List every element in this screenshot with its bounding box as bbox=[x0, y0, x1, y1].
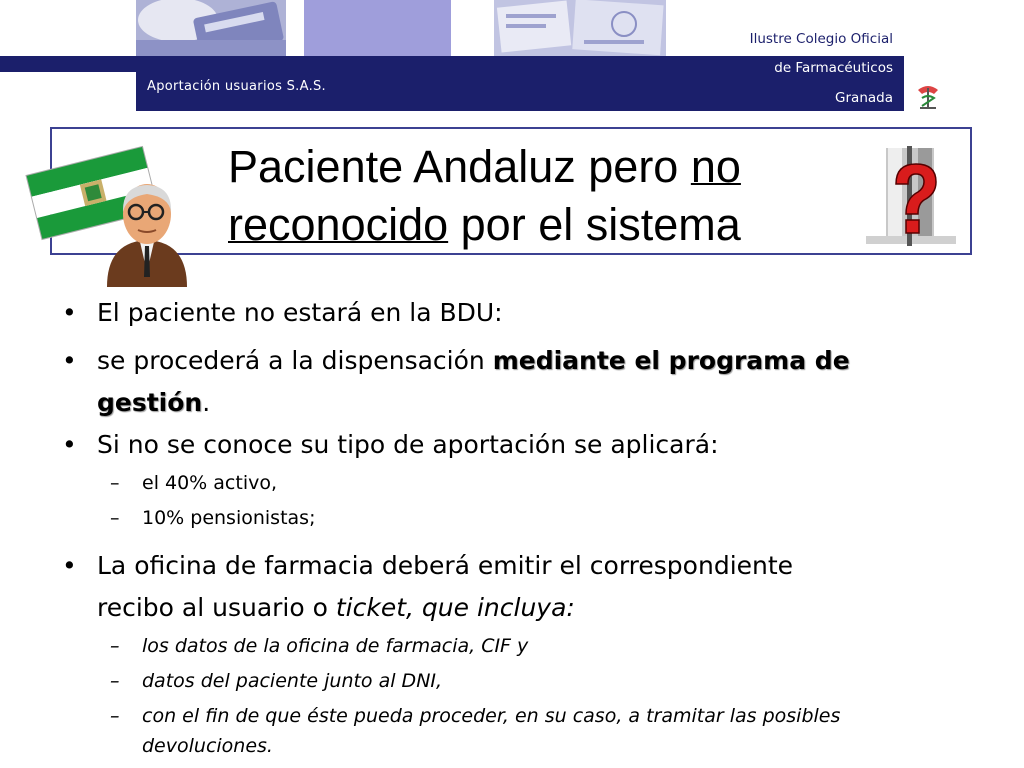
bullet-3 bbox=[62, 424, 912, 466]
bullet-2-end: . bbox=[202, 388, 211, 417]
org-name-line1: Ilustre Colegio Oficial bbox=[749, 31, 893, 47]
bullet-4-sub-2-text: datos del paciente junto al DNI, bbox=[142, 670, 443, 692]
title-text-part1: Paciente Andaluz pero bbox=[228, 141, 691, 192]
header-color-block bbox=[304, 0, 451, 56]
question-mark-pillar-icon bbox=[866, 146, 956, 250]
bullet-3-sub-1-text: el 40% activo, bbox=[142, 472, 278, 494]
andalusia-patient-illustration bbox=[22, 142, 192, 287]
bullet-3-sub-2-text: 10% pensionistas; bbox=[142, 507, 316, 529]
bullet-2-bold-part1: mediante el programa de bbox=[492, 346, 850, 375]
bullet-4-sub-3-line1: con el fin de que éste pueda proceder, en su caso, a tramitar las posibles bbox=[142, 705, 841, 727]
bullet-3-text: Si no se conoce su tipo de aportación se aplicará: bbox=[97, 430, 719, 459]
bullet-4-line2-italic: ticket, que incluya: bbox=[335, 593, 575, 622]
pharmacy-logo-icon bbox=[912, 80, 944, 112]
slide-title bbox=[228, 138, 741, 254]
bullet-4-sub-2 bbox=[62, 666, 912, 696]
presentation-subtitle: Aportación usuarios S.A.S. bbox=[147, 79, 326, 94]
bullet-1 bbox=[62, 292, 912, 334]
title-text-part2: por el sistema bbox=[448, 199, 741, 250]
title-underlined-reconocido: reconocido bbox=[228, 199, 449, 250]
title-underlined-no: no bbox=[690, 141, 741, 192]
bullet-1-text: El paciente no estará en la BDU: bbox=[97, 298, 503, 327]
org-name-line2: de Farmacéuticos bbox=[774, 60, 893, 76]
slide-body bbox=[62, 292, 912, 766]
bullet-2-bold-part2: gestión bbox=[97, 388, 203, 417]
bullet-4-line2: recibo al usuario o bbox=[97, 593, 336, 622]
bullet-4-line1: La oficina de farmacia deberá emitir el correspondiente bbox=[97, 551, 794, 580]
bullet-4 bbox=[62, 545, 912, 629]
header-photo-right bbox=[494, 0, 666, 56]
header-band bbox=[0, 56, 904, 72]
org-name-line3: Granada bbox=[835, 90, 893, 106]
header-photo-left bbox=[136, 0, 286, 56]
bullet-3-sub-2 bbox=[62, 503, 912, 533]
bullet-4-sub-3-line2: devoluciones. bbox=[142, 735, 273, 757]
bullet-4-sub-1 bbox=[62, 631, 912, 661]
bullet-3-sub-1 bbox=[62, 468, 912, 498]
bullet-2-text: se procederá a la dispensación bbox=[97, 346, 493, 375]
bullet-4-sub-3 bbox=[62, 701, 912, 761]
bullet-4-sub-1-text: los datos de la oficina de farmacia, CIF y bbox=[142, 635, 529, 657]
bullet-2 bbox=[62, 340, 912, 424]
